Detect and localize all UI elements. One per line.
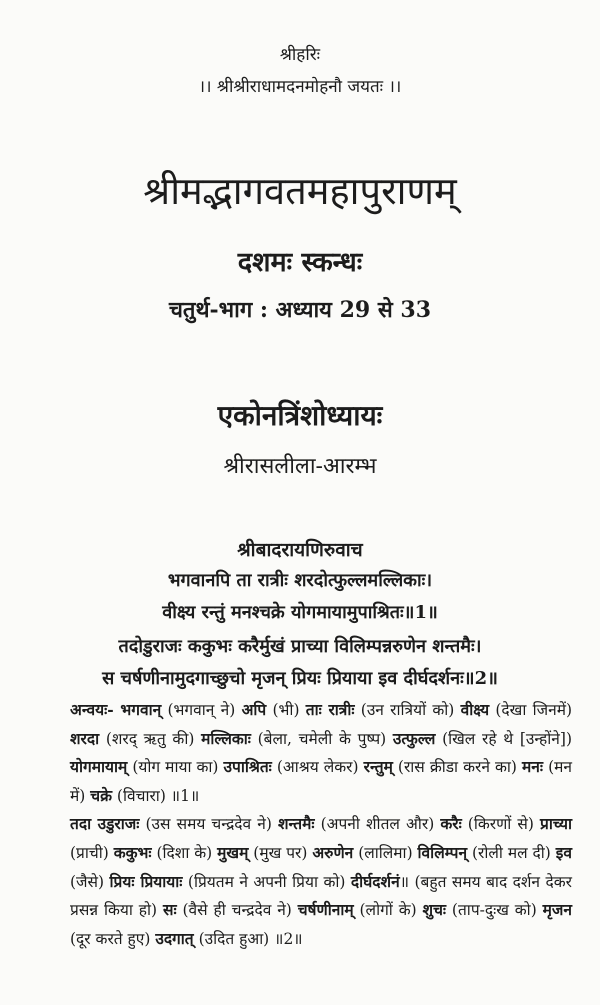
sanskrit-term: मुखम् [217,842,249,862]
hindi-gloss: (देखा जिनमें) [489,701,573,719]
invocation-line: श्रीहरिः [279,45,321,65]
hindi-gloss: (उदित हुआ) ॥2॥ [193,929,303,948]
sanskrit-term: सः [162,900,177,920]
sanskrit-term: वीक्ष्य [460,700,490,719]
sanskrit-term: रन्तुम् [363,757,393,777]
sanskrit-term: अपि [241,700,267,719]
hindi-gloss: (वैसे ही चन्द्रदेव ने) [176,901,298,920]
sanskrit-term: दीर्घदर्शनं [350,871,400,891]
hindi-gloss: ॥ (बहुत समय बाद दर्शन देकर प्रसन्न किया हो) [70,872,572,920]
sanskrit-term: मनः [522,757,544,777]
sanskrit-term: उत्फुल्ल [392,728,436,748]
hindi-gloss: (लोगों के) [353,901,423,920]
commentary-paragraph-2 [40,810,572,953]
sanskrit-term: इव [555,842,572,862]
sanskrit-term: प्राच्या [540,814,572,834]
hindi-gloss: (उस समय चन्द्रदेव ने) [139,815,278,834]
hindi-gloss: (भगवान् ने) [161,701,242,719]
hindi-gloss: (रास क्रीडा करने का) [392,758,523,777]
hindi-gloss: (अपनी शीतल और) [314,815,441,834]
hindi-gloss: (दूर करते हुए) [70,929,156,948]
chapter-title: एकोनत्रिंशोध्यायः [217,399,383,432]
commentary-paragraph-1 [40,696,572,810]
commentary [40,696,572,953]
hindi-gloss: (लालिमा) [353,843,418,862]
sanskrit-term: मल्लिकाः [201,728,251,748]
sanskrit-term: शन्तमैः [277,814,315,834]
hindi-gloss: (मन में) [70,758,572,805]
sanskrit-term: ताः रात्रीः [305,700,355,719]
hindi-gloss: (मुख पर) [248,843,313,862]
verse-line: स चर्षणीनामुदगाच्छुचो मृजन् प्रियः प्रियाया इव दीर्घदर्शनः॥2॥ [102,668,498,689]
verse-line: तदोडुराजः ककुभः करैर्मुखं प्राच्या विलिम्पन्नरुणेन शन्तमैः। [118,636,482,657]
volume-subtitle: चतुर्थ-भाग : अध्याय 29 से 33 [168,297,432,323]
hindi-gloss: (दिशा के) [151,843,218,862]
book-title: श्रीमद्भागवतमहापुराणम् [143,169,457,213]
hindi-gloss: (बेला, चमेली के पुष्प) [250,729,393,748]
sanskrit-term: अरुणेन [312,842,354,862]
sanskrit-term: तदा उडुराजः [70,814,140,834]
sanskrit-term: चर्षणीनाम् [297,900,354,920]
hindi-gloss: (शरद् ऋतु की) [99,729,202,748]
speaker-heading: श्रीबादरायणिरुवाच [237,539,363,561]
sanskrit-term: उदगात् [155,928,194,948]
sanskrit-term: योगमायाम् [70,757,128,777]
salutation-line: ।। श्रीश्रीराधामदनमोहनौ जयतः ।। [198,77,402,97]
hindi-gloss: (प्राची) [70,843,114,862]
hindi-gloss: (विचारा) ॥1॥ [112,786,200,805]
hindi-gloss: (खिल रहे थे [उन्होंने]) [435,729,572,748]
skandha-title: दशमः स्कन्धः [237,247,363,278]
sanskrit-term: अन्वयः- भगवान् [70,700,162,719]
sanskrit-term: विलिम्पन् [417,842,468,862]
hindi-gloss: (रोली मल दी) [467,843,556,862]
sanskrit-term: मृजन [542,900,572,920]
sanskrit-term: करैः [440,814,462,834]
chapter-subtitle: श्रीरासलीला-आरम्भ [223,454,377,479]
verse-line: भगवानपि ता रात्रीः शरदोत्फुल्लमल्लिकाः। [167,570,433,591]
sanskrit-term: चक्रे [90,785,112,805]
hindi-gloss: (किरणों से) [461,815,541,834]
hindi-gloss: (ताप-दुःख को) [446,901,543,920]
sanskrit-term: प्रियः प्रियायाः [109,871,183,891]
sanskrit-term: शरदा [70,728,100,748]
hindi-gloss: (योग माया का) [127,758,224,777]
sanskrit-term: शुचः [422,900,447,920]
hindi-gloss: (भी) [266,701,306,719]
sanskrit-term: ककुभः [113,842,152,862]
hindi-gloss: (आश्रय लेकर) [271,758,364,777]
sanskrit-term: उपाश्रितः [223,757,272,777]
hindi-gloss: (प्रियतम ने अपनी प्रिया को) [182,872,351,891]
verse-line: वीक्ष्य रन्तुं मनश्चक्रे योगमायामुपाश्रितः॥1॥ [162,602,438,623]
hindi-gloss: (उन रात्रियों को) [354,701,461,719]
hindi-gloss: (जैसे) [70,872,110,891]
